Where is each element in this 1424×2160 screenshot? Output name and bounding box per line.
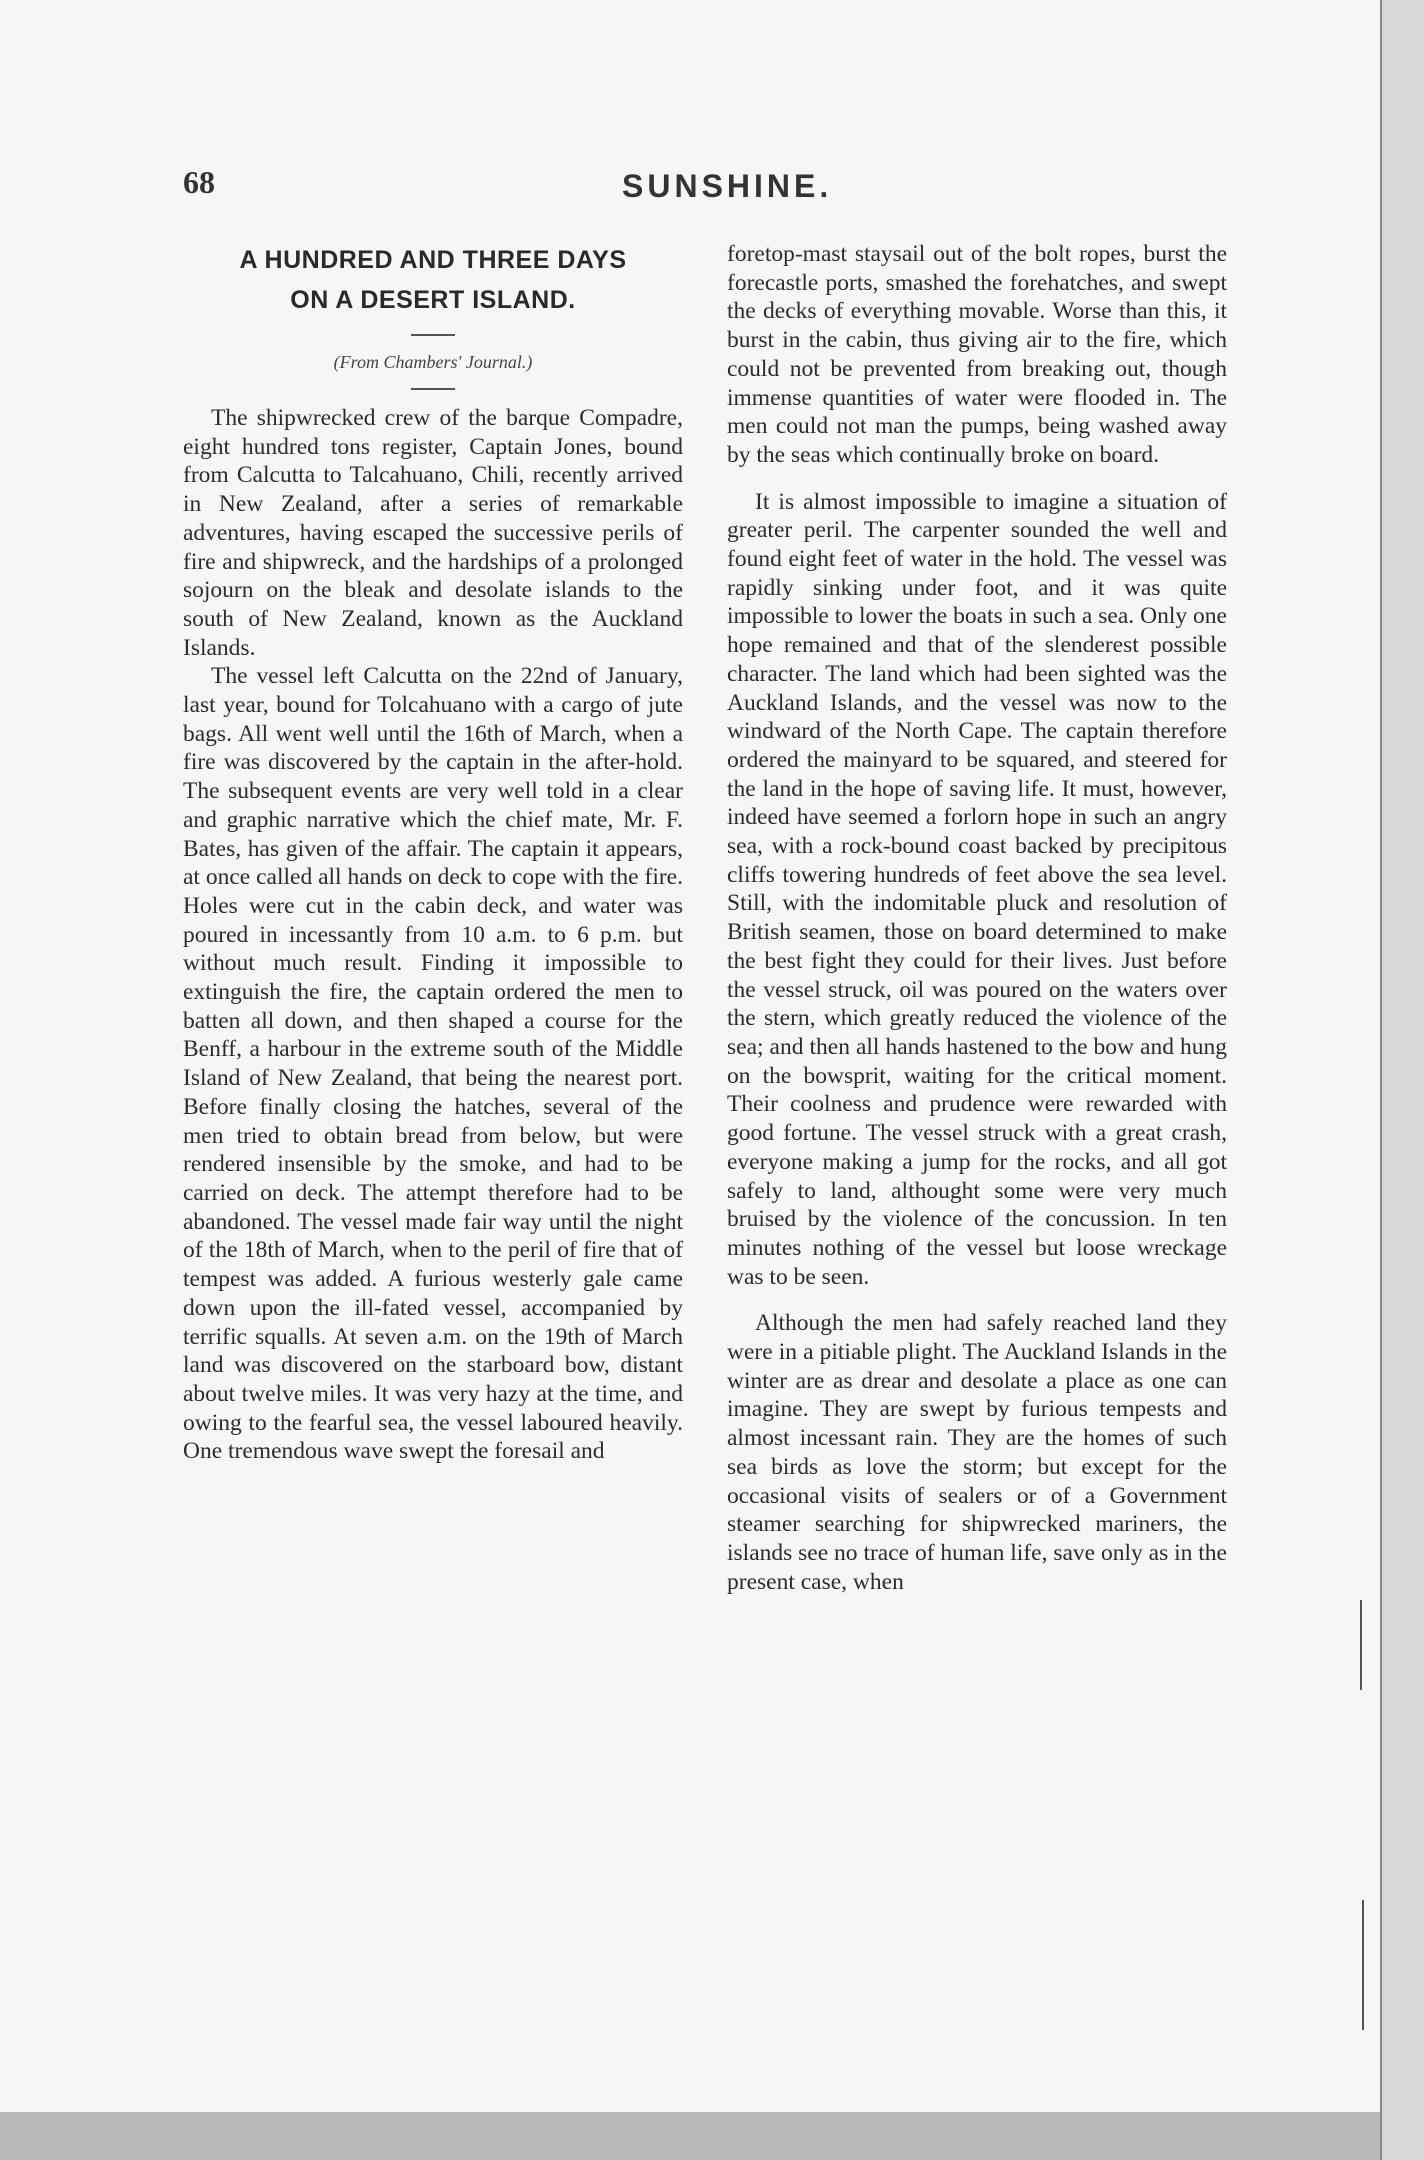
paragraph: It is almost impossible to imagine a situation of greater peril. The carpenter sounded the well and found eight feet of water in the hold. The vessel was rapidly sinking under foot, and it was quite impossible to lower the boats in such a sea. Only one hope remained and that of the slenderest possible character. The land which had been sighted was the Auckland Islands, and the vessel was now to the windward of the North Cape. The captain therefore ordered the mainyard to be squared, and steered for the land in the hope of saving life. It must, however, indeed have seemed a forlorn hope in such an angry sea, with a rock-bound coast backed by precipitous cliffs towering hundreds of feet above the sea level. Still, with the indomitable pluck and resolution of British seamen, those on board determined to make the best fight they could for their lives. Just before the vessel struck, oil was poured on the waters over the stern, which greatly reduced the violence of the sea; and then all hands hastened to the bow and hung on the bowsprit, waiting for the critical moment. Their coolness and prudence were rewarded with good fortune. The vessel struck with a great crash, everyone making a jump for the rocks, and all got safely to land, althought some were very much bruised by the violence of the concussion. In ten minutes nothing of the vessel but loose wreckage was to be seen. (727, 488, 1227, 1290)
page-edge (1380, 0, 1424, 2160)
article-title (183, 240, 683, 320)
paragraph: foretop-mast staysail out of the bolt ropes, burst the forecastle ports, smashed the forehatches, and swept the decks of everything movable. Worse than this, it burst in the cabin, thus giving air to the fire, which could not be prevented from breaking out, though immense quantities of water were flooded in. The men could not man the pumps, being washed away by the seas which continually broke on board. (727, 241, 1227, 468)
article-title-line-1: A HUNDRED AND THREE DAYS (239, 246, 627, 274)
paragraph: The shipwrecked crew of the barque Compadre, eight hundred tons register, Captain Jones, bound from Calcutta to Talcahuano, Chili, recently arrived in New Zealand, after a series of remarkable adventures, having escaped the successive perils of fire and shipwreck, and the hardships of a prolonged sojourn on the bleak and desolate islands to the south of New Zealand, known as the Auckland Islands. (183, 405, 683, 661)
article-source: (From Chambers' Journal.) (333, 352, 533, 372)
paragraph: Although the men had safely reached land they were in a pitiable plight. The Auckland Islands in the winter are as drear and desolate a place as one can imagine. They are swept by furious tempests and almost incessant rain. They are the homes of such sea birds as love the storm; but except for the occasional visits of sealers or of a Government steamer searching for shipwrecked mariners, the islands see no trace of human life, save only as in the present case, when (727, 1310, 1227, 1595)
page-number: 68 (183, 164, 215, 200)
left-column (183, 240, 683, 1466)
margin-mark (1362, 1900, 1364, 2030)
title-rule (411, 334, 455, 336)
scan-border (0, 2112, 1380, 2160)
running-head: SUNSHINE. (622, 168, 833, 204)
page-header (0, 160, 1380, 220)
margin-mark (1360, 1600, 1362, 1690)
article-title-line-2: ON A DESERT ISLAND. (290, 286, 576, 314)
source-rule (411, 388, 455, 390)
paragraph: The vessel left Calcutta on the 22nd of January, last year, bound for Tolcahuano with a cargo of jute bags. All went well until the 16th of March, when a fire was discovered by the captain in the after-hold. The subsequent events are very well told in a clear and graphic narrative which the chief mate, Mr. F. Bates, has given of the affair. The captain it appears, at once called all hands on deck to cope with the fire. Holes were cut in the cabin deck, and water was poured in incessantly from 10 a.m. to 6 p.m. but without much result. Finding it impossible to extinguish the fire, the captain ordered the men to batten all down, and then shaped a course for the Benff, a harbour in the extreme south of the Middle Island of New Zealand, that being the nearest port. Before finally closing the hatches, several of the men tried to obtain bread from below, but were rendered insensible by the smoke, and had to be carried on deck. The attempt therefore had to be abandoned. The vessel made fair way until the night of the 18th of March, when to the peril of fire that of tempest was added. A furious westerly gale came down upon the ill-fated vessel, accompanied by terrific squalls. At seven a.m. on the 19th of March land was discovered on the starboard bow, distant about twelve miles. It was very hazy at the time, and owing to the fearful sea, the vessel laboured heavily. One tremendous wave swept the foresail and (183, 663, 683, 1465)
right-column (727, 240, 1227, 1596)
